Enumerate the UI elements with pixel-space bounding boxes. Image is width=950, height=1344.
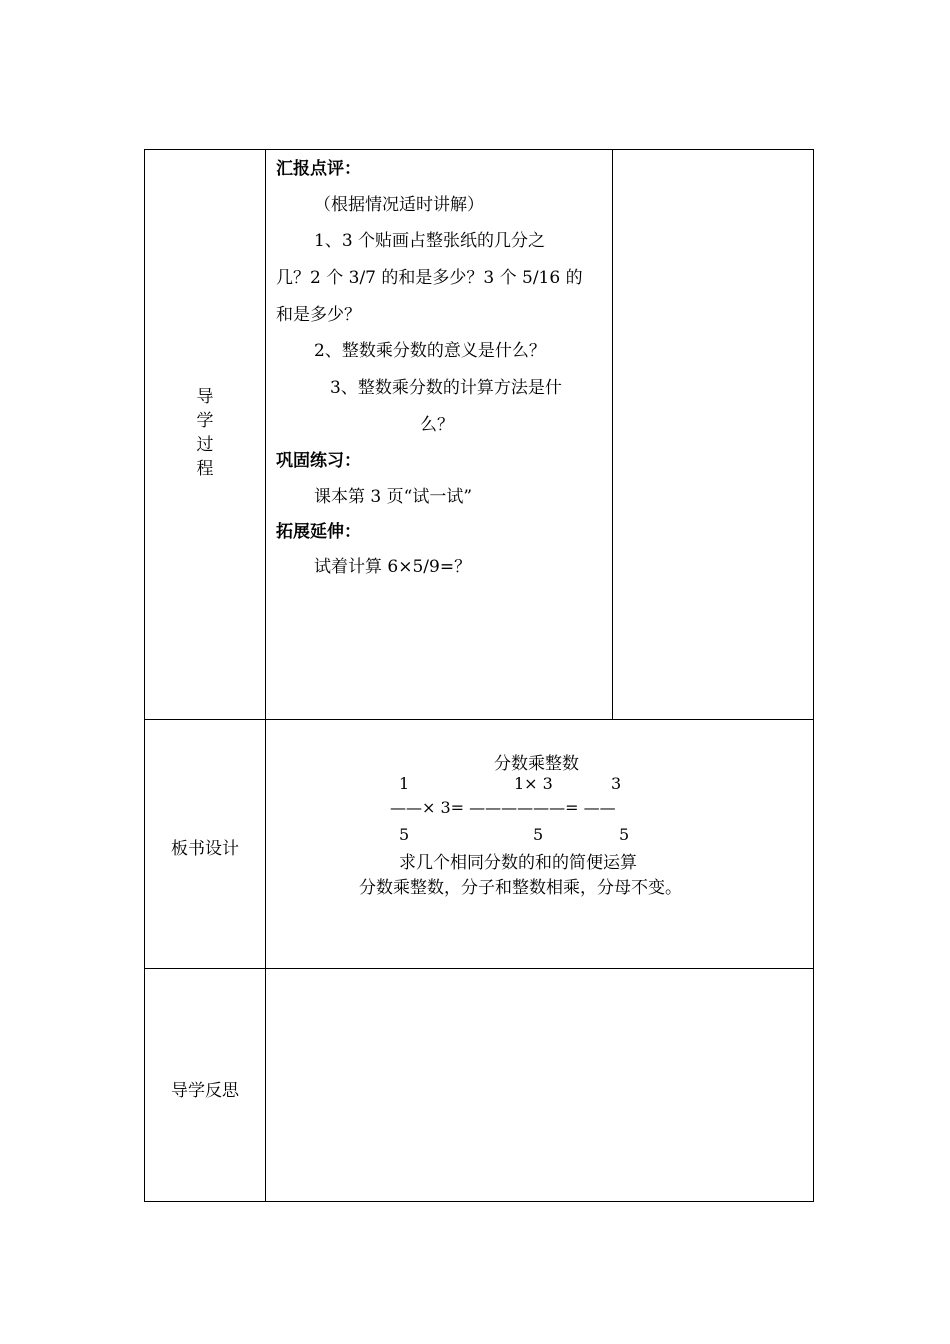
question-3-line-2: 么？ [420,415,454,435]
fraction-denominator-3: 5 [619,825,630,844]
fraction-numerator-1: 1 [399,774,410,793]
fraction-numerator-2: 1× 3 [514,774,553,793]
question-1-line-3: 和是多少？ [276,305,361,325]
fraction-bar-line: ——× 3= ——————= —— [390,798,616,817]
board-row-label: 板书设计 [171,839,239,859]
report-note: （根据情况适时讲解） [314,195,484,215]
fraction-numerator-3: 3 [611,774,622,793]
reflection-row-label: 导学反思 [171,1081,239,1101]
process-notes-divider [612,149,613,719]
board-summary-2: 分数乘整数，分子和整数相乘，分母不变。 [359,878,682,898]
process-label-char: 程 [196,459,214,479]
extend-heading: 拓展延伸： [276,522,361,542]
question-3-line-1: 3、整数乘分数的计算方法是什 [330,378,562,398]
question-1-line-2: 几？2 个 3/7 的和是多少？3 个 5/16 的 [276,268,583,288]
fraction-denominator-2: 5 [533,825,544,844]
reflection-content-area [266,969,814,1202]
practice-heading: 巩固练习： [276,451,361,471]
process-row-label [145,385,265,481]
process-label-char: 过 [196,435,214,455]
process-label-char: 学 [196,411,214,431]
question-2: 2、整数乘分数的意义是什么？ [314,341,546,361]
extend-text: 试着计算 6×5/9=？ [314,557,472,577]
process-label-char: 导 [196,387,214,407]
question-1-line-1: 1、3 个贴画占整张纸的几分之 [314,231,546,251]
practice-text: 课本第 3 页“试一试” [314,487,473,507]
report-heading: 汇报点评： [276,159,361,179]
board-title: 分数乘整数 [494,754,579,774]
fraction-denominator-1: 5 [399,825,410,844]
row-divider-1 [144,719,814,720]
board-summary-1: 求几个相同分数的和的简便运算 [399,853,637,873]
